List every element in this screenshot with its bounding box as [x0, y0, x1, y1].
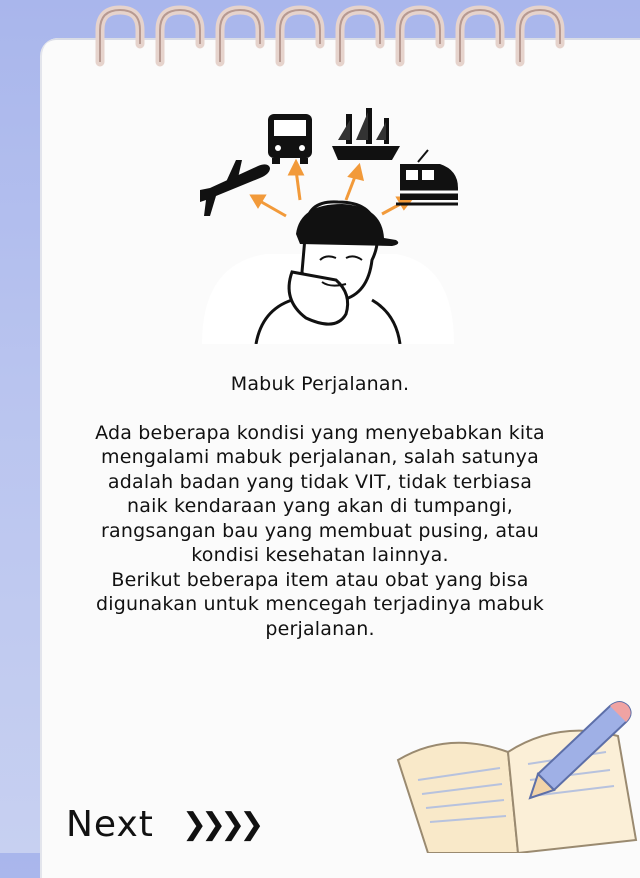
train-icon	[396, 150, 458, 204]
chevrons-right-icon: ❯❯❯❯	[181, 806, 259, 842]
airplane-icon	[200, 160, 270, 216]
paragraph-items: Berikut beberapa item atau obat yang bisa digunakan untuk mencegah terjadinya mabuk perjalanan.	[96, 568, 544, 640]
next-button[interactable]	[66, 800, 258, 848]
paragraph-intro: Ada beberapa kondisi yang menyebabkan kita mengalami mabuk perjalanan, salah satunya adalah badan yang tidak VIT, tidak terbiasa naik kendaraan yang akan di tumpangi, rangsangan bau yang membuat pusing, atau kondisi kesehatan lainnya.	[95, 421, 545, 566]
bus-icon	[268, 114, 312, 164]
next-label: Next	[66, 803, 154, 845]
motion-sickness-illustration	[196, 104, 460, 344]
ship-icon	[332, 108, 400, 160]
page-title: Mabuk Perjalanan.	[230, 373, 410, 395]
open-book-icon	[388, 690, 640, 853]
sick-person-icon	[202, 202, 454, 344]
spiral-rings	[78, 0, 598, 70]
content-text	[95, 372, 545, 641]
